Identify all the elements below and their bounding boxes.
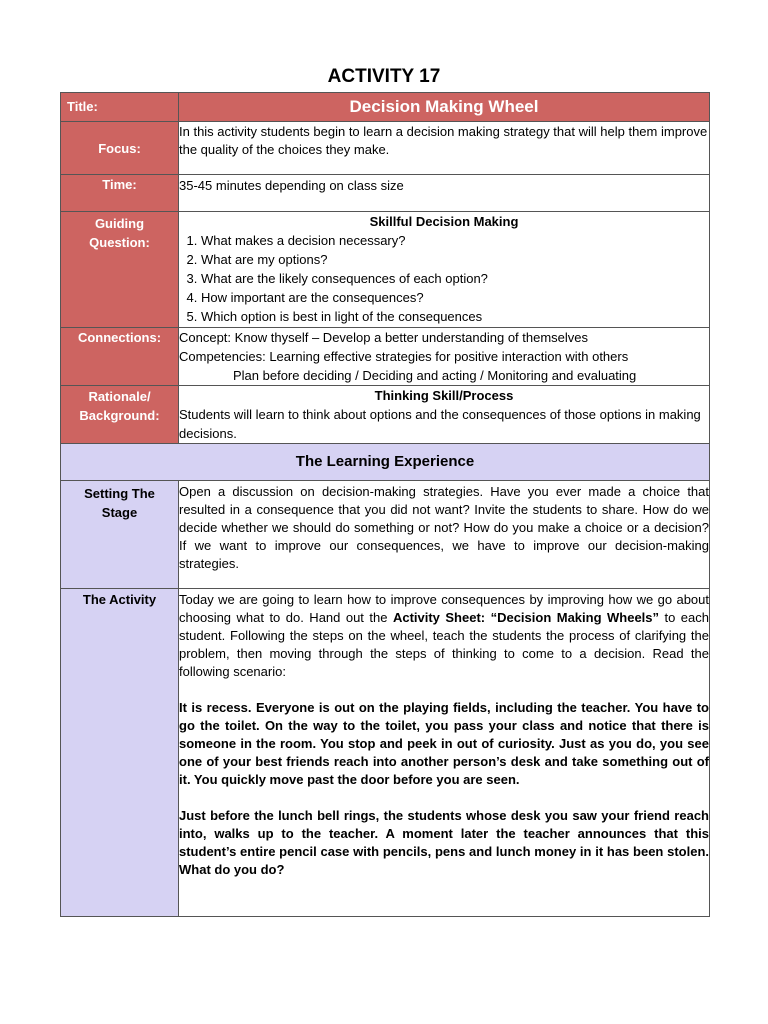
- setting-stage-label-line1: Setting The: [84, 486, 155, 501]
- rationale-row: [61, 386, 710, 444]
- connections-competencies: Competencies: Learning effective strategies for positive interaction with others: [179, 349, 629, 364]
- connections-row: [61, 328, 710, 386]
- guiding-content: [179, 212, 710, 328]
- focus-label: Focus:: [61, 122, 179, 175]
- rationale-label: [61, 386, 179, 444]
- guiding-question: 5. Which option is best in light of the consequences: [201, 307, 709, 326]
- time-text: 35-45 minutes depending on class size: [179, 175, 710, 212]
- guiding-questions: [179, 231, 709, 326]
- title-row: [61, 93, 710, 122]
- activity-intro-after: to each student. Following the steps on the wheel, teach the students the process of clarifying the problem, then moving through the steps of thinking to come to a decision. Read the following scenario:: [179, 610, 709, 679]
- rationale-content: [179, 386, 710, 444]
- guiding-heading: Skillful Decision Making: [369, 214, 519, 229]
- learning-experience-row: [61, 444, 710, 481]
- guiding-question: 2. What are my options?: [201, 250, 709, 269]
- connections-plan: Plan before deciding / Deciding and acting / Monitoring and evaluating: [233, 368, 637, 383]
- guiding-question: 4. How important are the consequences?: [201, 288, 709, 307]
- focus-row: [61, 122, 710, 175]
- activity-row: [61, 589, 710, 917]
- activity-table: [60, 92, 710, 917]
- connections-label: Connections:: [61, 328, 179, 386]
- rationale-text: Students will learn to think about options and the consequences of those options in making decisions.: [179, 407, 701, 441]
- guiding-question: 1. What makes a decision necessary?: [201, 231, 709, 250]
- setting-stage-text: Open a discussion on decision-making strategies. Have you ever made a choice that resulted in a consequence that you did not want? Invite the students to share. How do we decide whether we should do something or not? How do you make a choice or a decision? If we want to improve our consequences, we have to improve our decision-making strategies.: [179, 481, 710, 589]
- rationale-label-line2: Background:: [79, 408, 160, 423]
- setting-stage-label-line2: Stage: [101, 505, 138, 520]
- connections-content: [179, 328, 710, 386]
- connections-concept: Concept: Know thyself – Develop a better understanding of themselves: [179, 330, 589, 345]
- activity-intro: [179, 591, 709, 681]
- activity-scenario-2: Just before the lunch bell rings, the students whose desk you saw your friend reach into, walks up to the teacher. A moment later the teacher announces that this student’s entire pencil case with pencils, pens and lunch money in it has been stolen. What do you do?: [179, 808, 709, 877]
- activity-scenario-1: It is recess. Everyone is out on the playing fields, including the teacher. You have to go the toilet. On the way to the toilet, you pass your class and notice that there is someone in the room. You stop and peek in out of curiosity. Just as you do, you see one of your best friends reach into another person’s desk and take something out of it. You quickly move past the door before you are seen.: [179, 700, 709, 787]
- setting-stage-label: [61, 481, 179, 589]
- activity-label-cell: The Activity: [61, 589, 179, 917]
- guiding-question: 3. What are the likely consequences of each option?: [201, 269, 709, 288]
- activity-sheet-name: Activity Sheet: “Decision Making Wheels”: [392, 610, 660, 625]
- activity-intro-before: Today we are going to learn how to improve consequences by improving how we go about choosing what to do. Hand out the: [179, 592, 709, 625]
- guiding-label: [61, 212, 179, 328]
- activity-label: ACTIVITY 17: [327, 66, 441, 87]
- setting-stage-row: [61, 481, 710, 589]
- title-label: Title:: [61, 93, 179, 122]
- title-value: Decision Making Wheel: [179, 93, 710, 122]
- focus-text: In this activity students begin to learn a decision making strategy that will help them improve the quality of the choices they make.: [179, 122, 710, 175]
- rationale-label-line1: Rationale/: [88, 389, 151, 404]
- guiding-label-line2: Question:: [89, 235, 150, 250]
- time-label: Time:: [61, 175, 179, 212]
- learning-experience-heading: The Learning Experience: [61, 444, 710, 481]
- activity-content: [179, 589, 710, 917]
- rationale-heading: Thinking Skill/Process: [374, 388, 514, 403]
- time-row: [61, 175, 710, 212]
- guiding-row: [61, 212, 710, 328]
- guiding-label-line1: Guiding: [94, 216, 145, 231]
